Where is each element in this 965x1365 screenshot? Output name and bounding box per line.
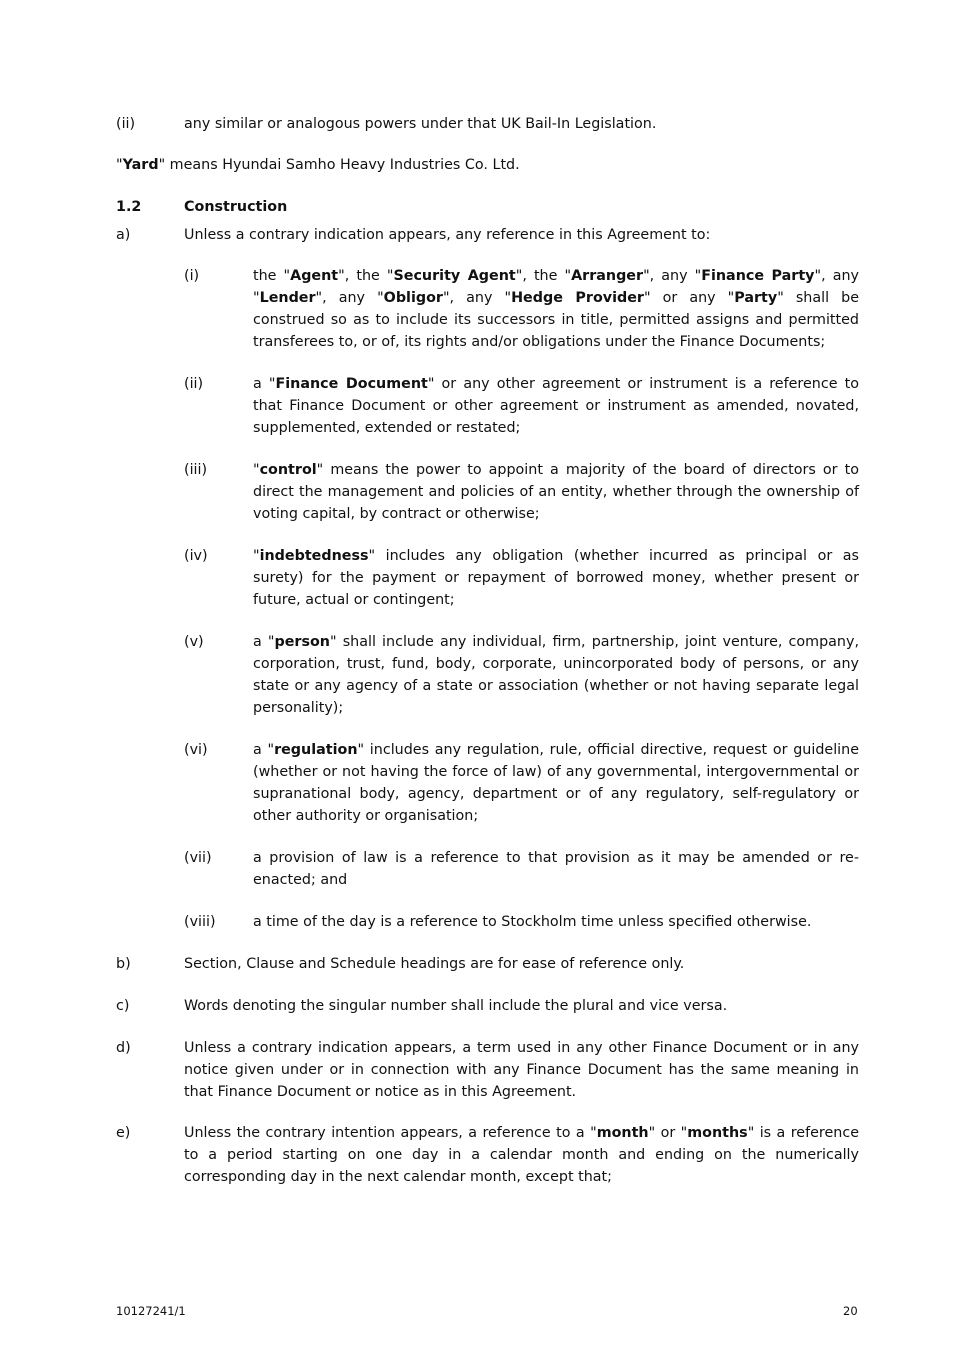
clause-b-text: Section, Clause and Schedule headings are for ease of reference only. bbox=[184, 956, 685, 972]
defined-term: person bbox=[274, 634, 330, 650]
text-run: ", any " bbox=[253, 268, 859, 306]
text-run: ", any " bbox=[643, 268, 702, 284]
section-title: Construction bbox=[184, 199, 288, 215]
sub-item-text bbox=[253, 545, 859, 611]
footer-page-number: 20 bbox=[843, 1304, 858, 1318]
sub-item-number: (v) bbox=[184, 634, 204, 650]
clause-c-text: Words denoting the singular number shall include the plural and vice versa. bbox=[184, 998, 728, 1014]
clause-c-number: c) bbox=[116, 998, 130, 1014]
intro-item-number: (ii) bbox=[116, 116, 136, 132]
intro-item-text: any similar or analogous powers under that UK Bail-In Legislation. bbox=[184, 116, 657, 132]
text-run: " shall include any individual, firm, partnership, joint venture, company, corporation, trust, fund, body, corporate, unincorporated body of persons, or any state or any agency of a state or association (whether or not having separate legal personality); bbox=[253, 634, 859, 716]
text-run: a " bbox=[253, 634, 275, 650]
sub-item-number: (iv) bbox=[184, 548, 208, 564]
sub-item-text bbox=[253, 373, 859, 439]
section-number: 1.2 bbox=[116, 199, 142, 215]
defined-term: regulation bbox=[274, 742, 358, 758]
sub-item-text bbox=[253, 459, 859, 525]
defined-term: Security Agent bbox=[393, 268, 516, 284]
clause-d-number: d) bbox=[116, 1040, 131, 1056]
text-run: " shall be construed so as to include its successors in title, permitted assigns and permitted transferees to, or of, its rights and/or obligations under the Finance Documents; bbox=[253, 290, 859, 350]
text-run: " includes any regulation, rule, official directive, request or guideline (whether or not having the force of law) of any governmental, intergovernmental or supranational body, agency, department or of any regulatory, self-regulatory or other authority or organisation; bbox=[253, 742, 860, 824]
sub-item-number: (vii) bbox=[184, 850, 212, 866]
yard-definition: "Yard" means Hyundai Samho Heavy Industries Co. Ltd. bbox=[116, 157, 520, 173]
sub-item-text bbox=[253, 911, 859, 933]
defined-term: control bbox=[259, 462, 317, 478]
sub-item-number: (iii) bbox=[184, 462, 208, 478]
yard-term: Yard bbox=[122, 157, 159, 173]
defined-term: Arranger bbox=[571, 268, 644, 284]
text-run: a " bbox=[253, 742, 275, 758]
defined-term: months bbox=[687, 1125, 748, 1141]
text-run: Unless the contrary intention appears, a reference to a " bbox=[184, 1125, 597, 1141]
text-run: " or any " bbox=[643, 290, 735, 306]
text-run: " includes any obligation (whether incurred as principal or as surety) for the payment or repayment of borrowed money, whether present or future, actual or contingent; bbox=[253, 548, 859, 608]
sub-item-number: (i) bbox=[184, 268, 200, 284]
clause-b-number: b) bbox=[116, 956, 131, 972]
sub-item-number: (ii) bbox=[184, 376, 204, 392]
text-run: a " bbox=[253, 376, 276, 392]
text-run: " bbox=[253, 548, 260, 564]
text-run: the " bbox=[253, 268, 291, 284]
defined-term: Party bbox=[734, 290, 778, 306]
clause-e-number: e) bbox=[116, 1125, 131, 1141]
text-run: ", any " bbox=[442, 290, 512, 306]
text-run: a time of the day is a reference to Stockholm time unless specified otherwise. bbox=[253, 914, 812, 930]
clause-e-text bbox=[184, 1122, 859, 1188]
defined-term: Obligor bbox=[383, 290, 443, 306]
clause-d-text: Unless a contrary indication appears, a term used in any other Finance Document or in any notice given under or in connection with any Finance Document has the same meaning in that Finance Document or notice as in this Agreement. bbox=[184, 1040, 859, 1100]
defined-term: Agent bbox=[290, 268, 339, 284]
sub-item-number: (vi) bbox=[184, 742, 208, 758]
clause-a-text: Unless a contrary indication appears, any reference in this Agreement to: bbox=[184, 227, 711, 243]
defined-term: Finance Document bbox=[275, 376, 428, 392]
defined-term: indebtedness bbox=[259, 548, 369, 564]
sub-item-text bbox=[253, 265, 859, 353]
clause-a-number: a) bbox=[116, 227, 131, 243]
sub-item-text bbox=[253, 847, 859, 891]
text-run: ", any " bbox=[315, 290, 384, 306]
defined-term: Lender bbox=[259, 290, 316, 306]
footer-document-reference: 10127241/1 bbox=[116, 1304, 186, 1318]
text-run: ", the " bbox=[338, 268, 394, 284]
defined-term: month bbox=[596, 1125, 649, 1141]
sub-item-text bbox=[253, 631, 859, 719]
text-run: " or any other agreement or instrument is a reference to that Finance Document or other agreement or instrument as amended, novated, supplemented, extended or restated; bbox=[253, 376, 859, 436]
text-run: " means the power to appoint a majority of the board of directors or to direct the management and policies of an entity, whether through the ownership of voting capital, by contract or otherwise; bbox=[253, 462, 859, 522]
text-run: " is a reference to a period starting on one day in a calendar month and ending on the numerically corresponding day in the next calendar month, except that; bbox=[184, 1125, 859, 1185]
sub-item-text bbox=[253, 739, 859, 827]
defined-term: Finance Party bbox=[701, 268, 815, 284]
yard-text: means Hyundai Samho Heavy Industries Co. Ltd. bbox=[165, 157, 520, 173]
text-run: " bbox=[253, 462, 260, 478]
text-run: " or " bbox=[648, 1125, 688, 1141]
text-run: ", the " bbox=[515, 268, 572, 284]
defined-term: Hedge Provider bbox=[511, 290, 644, 306]
text-run: a provision of law is a reference to that provision as it may be amended or re-enacted; and bbox=[253, 850, 859, 888]
sub-item-number: (viii) bbox=[184, 914, 216, 930]
